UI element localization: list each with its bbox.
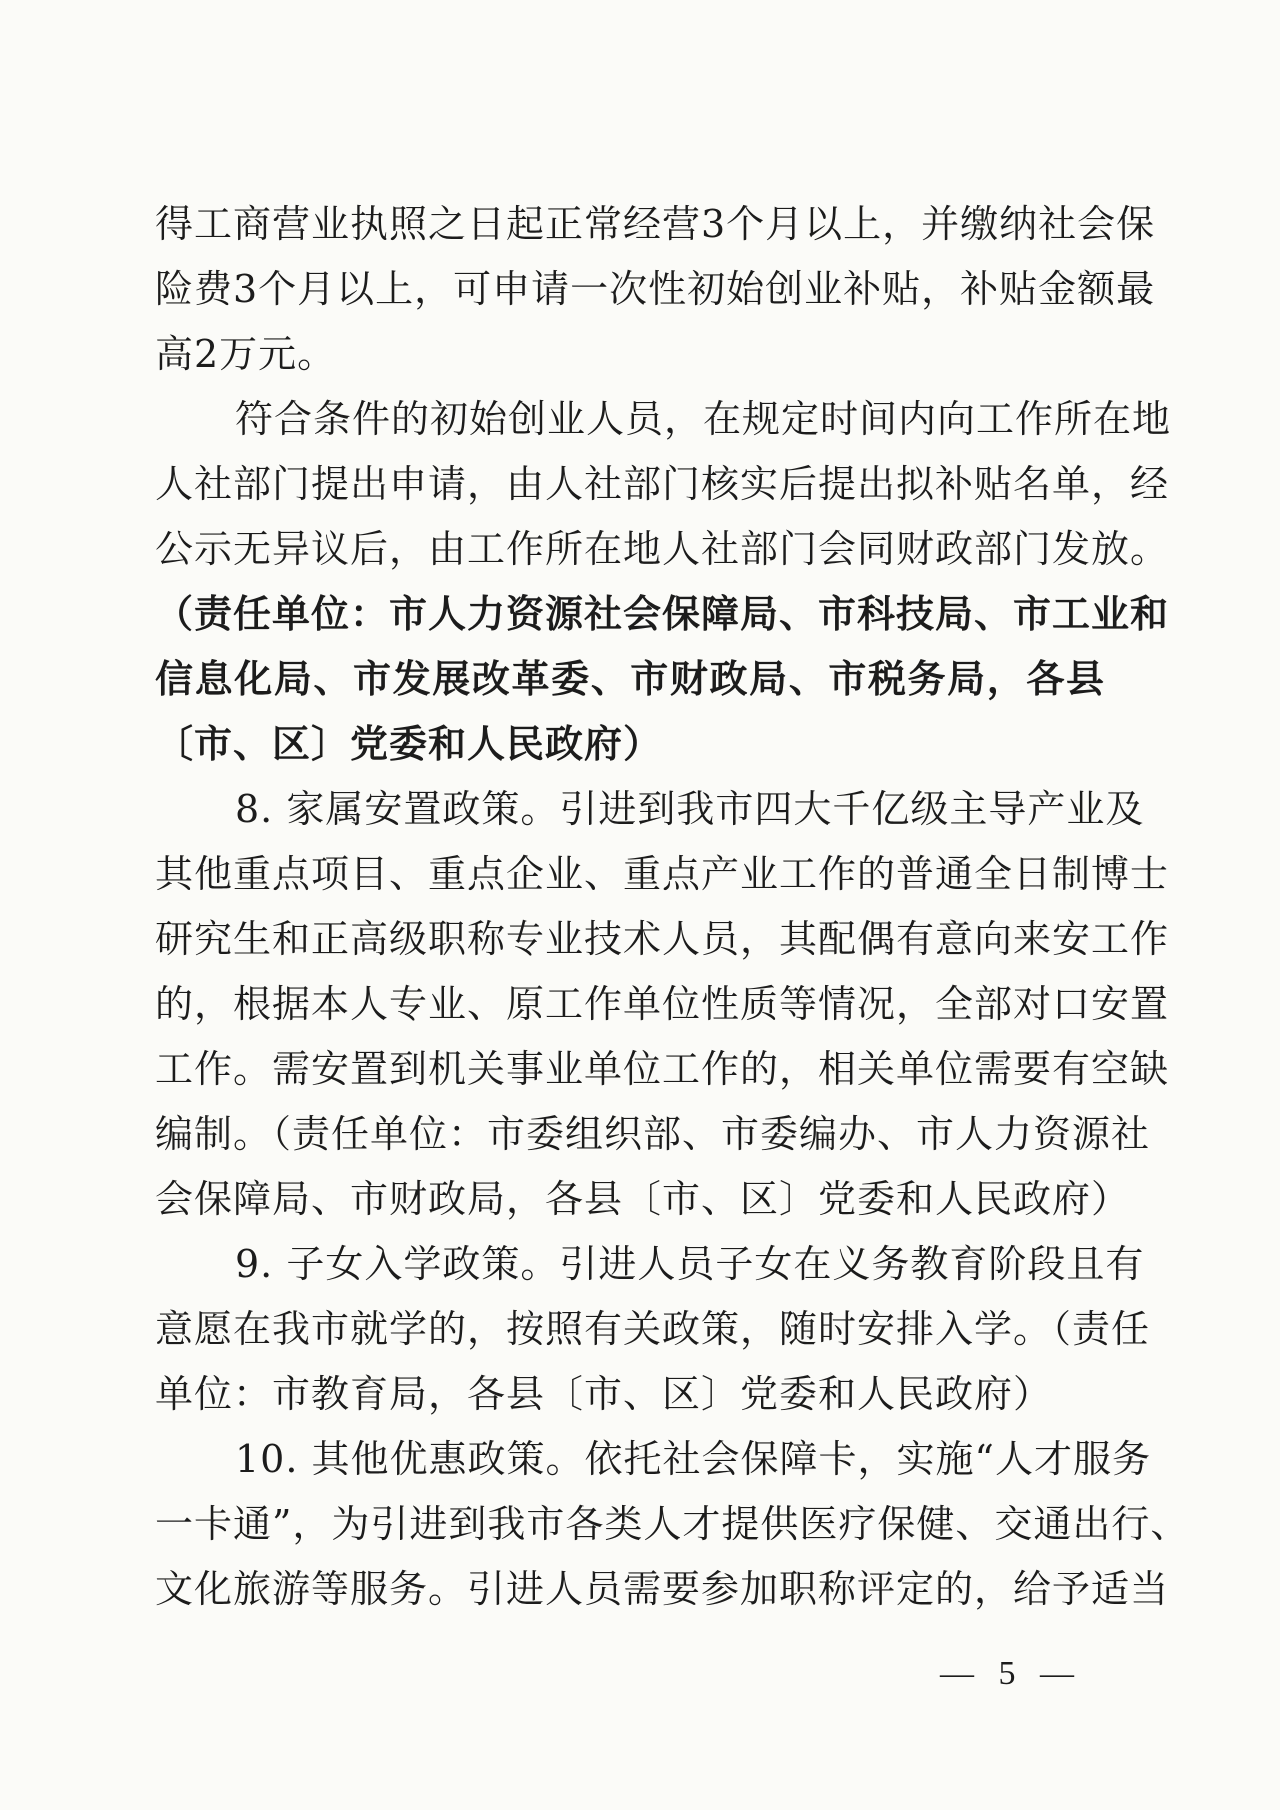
- text-line: 意愿在我市就学的，按照有关政策，随时安排入学。（责任: [155, 1307, 1151, 1351]
- page-number: — 5 —: [940, 1655, 1082, 1692]
- text-line: 公示无异议后，由工作所在地人社部门会同财政部门发放。: [155, 527, 1170, 571]
- text-line: 8. 家属安置政策。引进到我市四大千亿级主导产业及: [235, 787, 1145, 831]
- text-line: 信息化局、市发展改革委、市财政局、市税务局，各县: [155, 657, 1105, 701]
- text-line: 研究生和正高级职称专业技术人员，其配偶有意向来安工作: [155, 917, 1170, 961]
- text-line: 符合条件的初始创业人员，在规定时间内向工作所在地: [235, 397, 1172, 441]
- text-line: 单位：市教育局，各县〔市、区〕党委和人民政府）: [155, 1372, 1053, 1416]
- text-line: 9. 子女入学政策。引进人员子女在义务教育阶段且有: [235, 1242, 1145, 1286]
- text-line: 一卡通”，为引进到我市各类人才提供医疗保健、交通出行、: [155, 1502, 1190, 1546]
- text-line: 的，根据本人专业、原工作单位性质等情况，全部对口安置: [155, 982, 1170, 1026]
- text-line: 得工商营业执照之日起正常经营3个月以上，并缴纳社会保: [155, 202, 1156, 246]
- text-line: 人社部门提出申请，由人社部门核实后提出拟补贴名单，经: [155, 462, 1170, 506]
- text-line: 其他重点项目、重点企业、重点产业工作的普通全日制博士: [155, 852, 1170, 896]
- text-line: 工作。需安置到机关事业单位工作的，相关单位需要有空缺: [155, 1047, 1170, 1091]
- text-line: 险费3个月以上，可申请一次性初始创业补贴，补贴金额最: [155, 267, 1156, 311]
- text-line: 会保障局、市财政局，各县〔市、区〕党委和人民政府）: [155, 1177, 1131, 1221]
- document-body: [155, 192, 1190, 1622]
- text-line: 〔市、区〕党委和人民政府）: [155, 722, 663, 766]
- text-line: 10. 其他优惠政策。依托社会保障卡，实施“人才服务: [235, 1437, 1151, 1481]
- text-line: 高2万元。: [155, 332, 337, 376]
- text-line: （责任单位：市人力资源社会保障局、市科技局、市工业和: [155, 592, 1170, 636]
- text-line: 编制。（责任单位：市委组织部、市委编办、市人力资源社: [155, 1112, 1151, 1156]
- text-line: 文化旅游等服务。引进人员需要参加职称评定的，给予适当: [155, 1567, 1170, 1611]
